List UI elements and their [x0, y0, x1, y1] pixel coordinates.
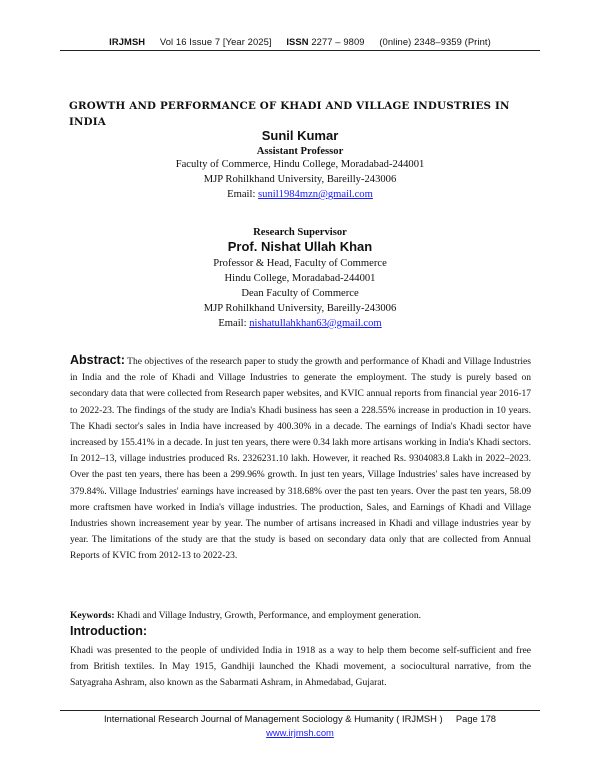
supervisor-affiliation-1: Professor & Head, Faculty of Commerce: [213, 258, 387, 269]
keywords: [70, 609, 531, 623]
author-block: [60, 128, 540, 202]
author-email-label: Email:: [227, 189, 259, 200]
footer-url-line: [60, 727, 540, 738]
supervisor-email-line: [60, 316, 540, 331]
footer-journal: International Research Journal of Management Sociology & Humanity ( IRJMSH ): [103, 713, 443, 724]
supervisor-email-label: Email:: [218, 318, 250, 329]
supervisor-block: [60, 227, 540, 331]
supervisor-email-link[interactable]: nishatullahkhan63@gmail.com: [249, 318, 382, 329]
keywords-label: Keywords:: [70, 610, 115, 621]
supervisor-name: Prof. Nishat Ullah Khan: [227, 239, 373, 254]
supervisor-role: Research Supervisor: [253, 227, 347, 238]
author-role: Assistant Professor: [256, 146, 344, 157]
introduction-text: Khadi was presented to the people of undivided India in 1918 as a way to help them become self-sufficient and free from British textiles. In May 1915, Gandhiji launched the Khadi movement, a sociocultural narrative, from the Satyagraha Ashram, also known as the Sabarmati Ashram, in Ahmedabad, Gujarat.: [70, 645, 531, 689]
running-header: [60, 36, 540, 47]
author-name: Sunil Kumar: [261, 128, 339, 143]
supervisor-affiliation-4: MJP Rohilkhand University, Bareilly-243006: [203, 303, 397, 314]
year: [Year 2025]: [222, 36, 272, 47]
page-number: Page 178: [455, 713, 497, 724]
header-rule: [60, 50, 540, 51]
author-affiliation-1: Faculty of Commerce, Hindu College, Moradabad-244001: [175, 159, 425, 170]
author-affiliation-2: MJP Rohilkhand University, Bareilly-243006: [203, 174, 397, 185]
running-footer: [60, 713, 540, 724]
volume-issue: Vol 16 Issue 7: [159, 36, 221, 47]
journal-abbrev: IRJMSH: [109, 36, 146, 47]
issn-online: 2277 – 9809: [311, 36, 365, 47]
author-email-link[interactable]: sunil1984mzn@gmail.com: [258, 189, 373, 200]
author-email-line: [60, 187, 540, 202]
supervisor-affiliation-3: Dean Faculty of Commerce: [241, 288, 359, 299]
footer-url-link[interactable]: www.irjmsh.com: [266, 727, 334, 738]
abstract-label: Abstract:: [70, 353, 125, 367]
footer-rule: [60, 710, 540, 711]
introduction-heading: Introduction:: [70, 624, 148, 638]
abstract: [70, 352, 531, 565]
issn-print: (0nline) 2348–9359 (Print): [379, 36, 491, 47]
keywords-text: Khadi and Village Industry, Growth, Performance, and employment generation.: [114, 610, 421, 621]
paper-title: GROWTH AND PERFORMANCE OF KHADI AND VILLAGE INDUSTRIES IN INDIA: [69, 100, 510, 128]
supervisor-affiliation-2: Hindu College, Moradabad-244001: [224, 273, 376, 284]
issn-label: ISSN: [286, 36, 309, 47]
abstract-text: The objectives of the research paper to study the growth and performance of Khadi and Village Industries in India and the role of Khadi and Village Industries to generate the employment. The study is purely based on secondary data that were collected from Research paper websites, and KVIC annual reports from financial year 2016-17 to 2022-23. The findings of the study are India's Khadi business has seen a 228.55% increase in production in 10 years. The Khadi sector's sales in India have increased by 400.30% in a decade. The earnings of India's Khadi sector have increased by 155.41% in a decade. In just ten years, there were 0.34 lakh more artisans working in India's Khadi sectors. In 2012–13, village industries produced Rs. 2326231.10 lakh. However, it reached Rs. 9304083.8 Lakh in 2022–2023. Over the past ten years, there has been a 299.96% growth. In just ten years, Village Industries' sales have increased by 379.84%. Village Industries' earnings have increased by 318.68% over the past ten years. Over the past ten years, 58.09 more craftsmen have worked in India's village industries. The production, Sales, and Earnings of Khadi and Village Industries shown increasement year by year. The number of artisans increased in Khadi and village industries year by year. The limitations of the study are that the study is based on secondary data only that are collected from Annual Reports of KVIC from 2012-13 to 2022-23.: [70, 356, 532, 562]
